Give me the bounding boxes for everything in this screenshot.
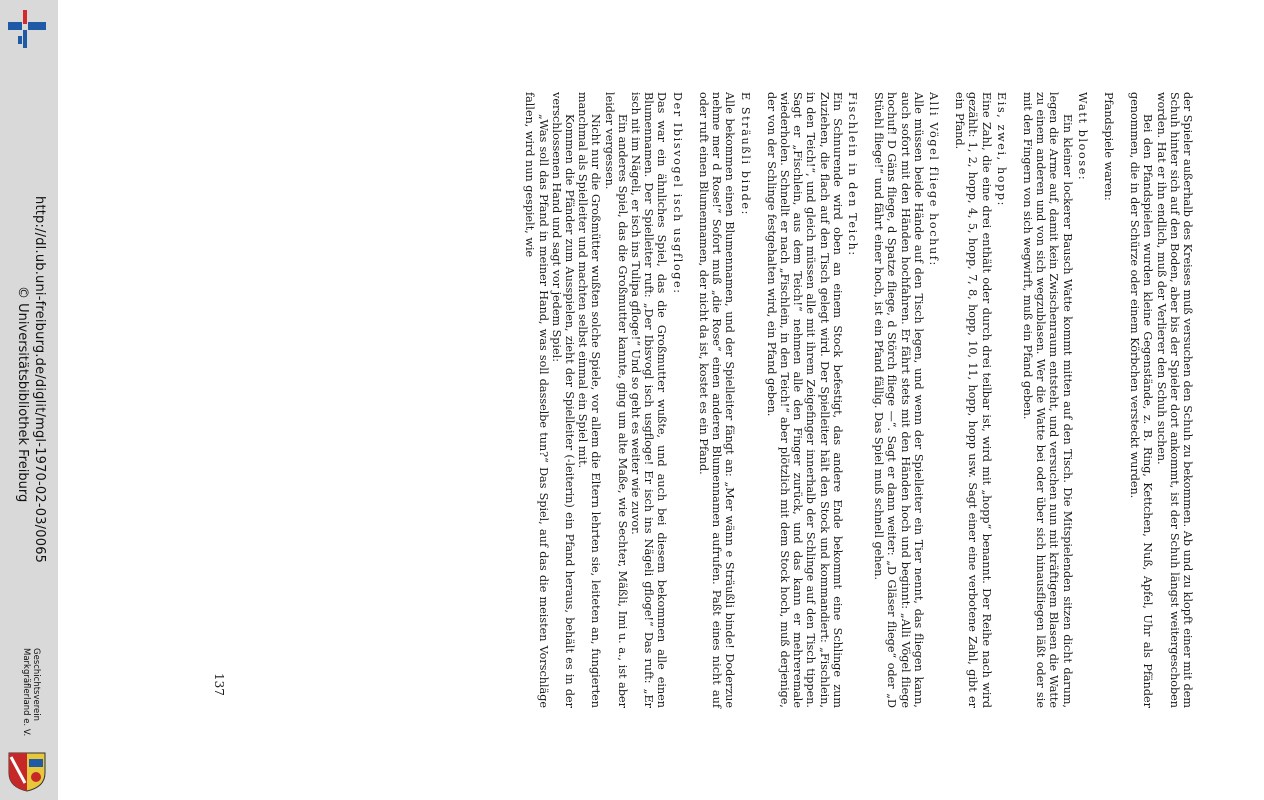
game-heading: Der Ibisvogel isch usgfloge: (670, 92, 684, 295)
scanned-page (194, 92, 1194, 708)
text-paragraph: Das war ein ähnliches Spiel, das die Großmutter wußte, und auch bei diesem bekommen alle einen Blumennamen. Der Spielleiter ruft: „Der Ibisvogl isch usgfloge! Er isch ins Nägeli gfloge!“ Das ruft: „Er isch nit im Nägeli, er isch ins Tulipa gfloge!“ Und so geht es weiter wie zuvor. (629, 92, 669, 708)
game-heading: Watt bloose: (1075, 92, 1089, 182)
text-paragraph: Pfandspiele waren: (1101, 92, 1115, 201)
text-paragraph: Ein Schnurende wird oben an einem Stock befestigt, das andere Ende bekommt eine Schlinge zum Zuziehen, die flach auf den Tisch gelegt wird. Der Spielleiter hält den Stock und kommandiert: „Fischlein, in den Teich!“, und gleich müssen alle mit ihrem Zeigefinger innerhalb der Schlinge auf den Tisch tippen. Sagt er „Fischlein, aus dem Teich!“ nehmen alle den Finger zurück, und das kann er mehreremale wiederholen. Schnellt er nach „Fischlein, in den Teich!“ aber plötzlich mit dem Stock hoch, muß derjenige, der von der Schlinge festgehalten wird, ein Pfand geben. (764, 92, 844, 708)
text-paragraph: Eine Zahl, die eine drei enthält oder durch drei teilbar ist, wird mit „hopp“ benannt. Der Reihe nach wird gezählt: 1, 2, hopp, 4, 5, hopp, 7, 8, hopp, 10, 11, hopp, hopp usw. Sagt einer eine verbotene Zahl, gibt er ein Pfand. (953, 92, 993, 708)
game-heading: Eis, zwei, hopp: (994, 92, 1008, 208)
university-library-logo-icon (6, 8, 48, 52)
markgraeflerland-crest-icon (7, 749, 47, 793)
copyright-notice: © Universitätsbibliothek Freiburg (15, 286, 30, 503)
game-heading: Alli Vögel fliege hochuf: (926, 92, 940, 267)
page-text-body (523, 92, 1194, 708)
paragraph-gap (1008, 92, 1021, 708)
publisher-name-line2: Markgräflerland e. V. (21, 648, 31, 737)
publisher-name-line1: Geschichtsverein (31, 648, 41, 722)
viewer-sidebar (0, 0, 58, 800)
text-paragraph: Kommen die Pfänder zum Ausspielen, zieht der Spielleiter (-leiterin) ein Pfand heraus, behält es in der verschlossenen Hand und sagt vor jedem Spiel: (549, 92, 577, 708)
text-paragraph: Ein anderes Spiel, das die Großmutter kannte, ging um alte Maße, wie Sechter, Mäßli, Imi u. a., ist aber leider vergessen. (602, 92, 629, 708)
text-paragraph: Ein kleiner lockerer Bausch Watte kommt mitten auf den Tisch. Die Mitspielenden sitzen dicht darum, legen die Arme auf, damit kein Zwischenraum entsteht, und versuchen nun mit kräftigem Blasen die Watte zu einem anderen und von sich wegzublasen. Wer die Watte bei oder über sich hinausfliegen läßt oder sie mit den Fingern von sich wegwirft, muß ein Pfand geben. (1020, 92, 1074, 708)
game-heading: Fischlein in den Teich: (845, 92, 859, 257)
document-url-link[interactable]: http://dl.ub.uni-freiburg.de/diglit/mgl-1970-02-03/0065 (32, 196, 47, 564)
page-number: 137 (212, 673, 226, 696)
text-paragraph: Bei den Pfandspielen wurden kleine Gegenstände, z. B. Ring, Kettchen, Nuß, Apfel, Uhr als Pfänder genommen, die in der Schürze oder einem Körbchen versteckt wurden. (1128, 92, 1155, 708)
text-paragraph: „Was soll das Pfand in meiner Hand, was soll dasselbe tun?“ Das Spiel, auf das die meisten Vorschläge fallen, wird nun gespielt, wie (523, 92, 550, 708)
game-heading: E Sträußli binde: (738, 92, 752, 216)
text-paragraph: Alle bekommen einen Blumennamen, und der Spielleiter fängt an: „Mer wänn e Sträußli binde! Doderzue nehme mer d Rose!“ Sofort muß „die Rose“ einen anderen Blumennamen aufrufen. Paßt eines nicht auf oder ruft einen Blumennamen, der nicht da ist, kostet es ein Pfand. (696, 92, 737, 708)
paragraph-gap (684, 92, 697, 708)
text-paragraph: der Spieler außerhalb des Kreises muß versuchen den Schuh zu bekommen. Ab und zu klopft einer mit dem Schuh hinter sich auf den Boden, aber bis der Spieler dort ankommt, ist der Schuh längst weitergeschoben worden. Hat er ihn endlich, muß der Verlierer den Schuh suchen. (1154, 92, 1194, 708)
paragraph-gap (1089, 92, 1102, 708)
paragraph-gap (859, 92, 872, 708)
paragraph-gap (1115, 92, 1128, 708)
paragraph-gap (940, 92, 953, 708)
paragraph-gap (752, 92, 765, 708)
text-paragraph: Alle müssen beide Hände auf den Tisch legen, und wenn der Spielleiter ein Tier nennt, das fliegen kann, auch sofort mit den Händen hochfahren. Er fährt stets mit den Händen hoch und beginnt: „Alli Vögel fliege hochuf! D Gäns fliege, d Spatze fliege, d Störch fliege —“. Sagt er dann weiter: „D Gläser fliege“ oder „D Stüehl fliege!“ und fährt einer hoch, ist ein Pfand fällig. Das Spiel muß schnell gehen. (872, 92, 925, 708)
text-paragraph: Nicht nur die Großmütter wußten solche Spiele, vor allem die Eltern lehrten sie, leiteten an, fungierten manchmal als Spielleiter und machten selbst einmal ein Spiel mit. (576, 92, 603, 708)
